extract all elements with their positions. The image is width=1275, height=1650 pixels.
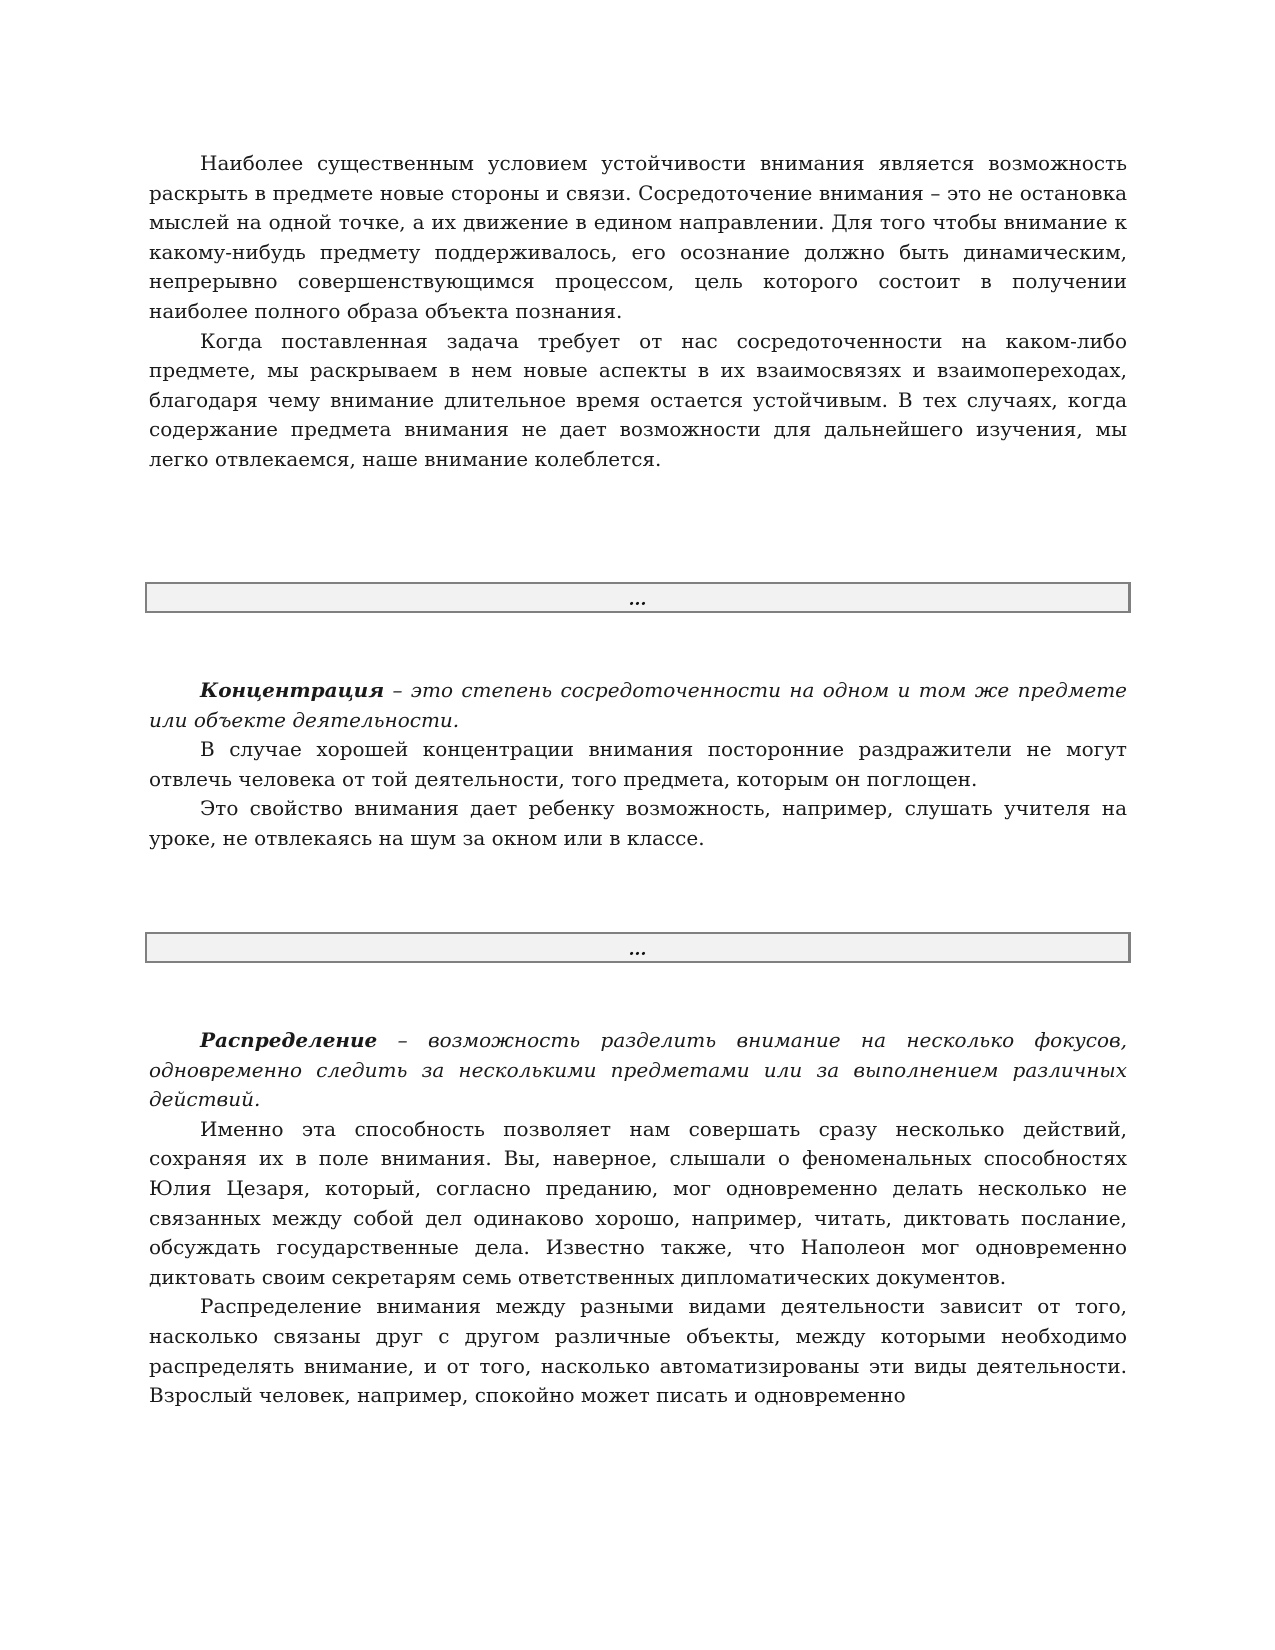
ellipsis-mark: ... bbox=[628, 590, 647, 610]
paragraph: Когда поставленная задача требует от нас сосредоточенности на каком-либо предмете, мы раскрываем в нем новые аспекты в их взаимосвязях и взаимопереходах, благодаря чему внимание длительное время остается устойчивым. В тех случаях, когда содержание предмета внимания не дает возможности для дальнейшего изучения, мы легко отвлекаемся, наше внимание колеблется. bbox=[149, 328, 1127, 471]
definition-dash: – bbox=[384, 678, 411, 702]
paragraph: Это свойство внимания дает ребенку возможность, например, слушать учителя на уроке, не отвлекаясь на шум за окном или в классе. bbox=[149, 796, 1127, 850]
term-concentration: Концентрация bbox=[200, 678, 385, 702]
paragraph: В случае хорошей концентрации внимания посторонние раздражители не могут отвлечь человека от той деятельности, того предмета, которым он поглощен. bbox=[149, 737, 1127, 791]
definition-paragraph bbox=[149, 676, 1127, 735]
definition-text: возможность разделить внимание на несколько фокусов, одновременно следить за несколькими предметами или за выполнением различных действий. bbox=[149, 1028, 1128, 1112]
section-concentration bbox=[149, 676, 1127, 854]
section-distribution bbox=[149, 1026, 1127, 1411]
paragraph: Наиболее существенным условием устойчивости внимания является возможность раскрыть в предмете новые стороны и связи. Сосредоточение внимания – это не остановка мыслей на одной точке, а их движение в едином направлении. Для того чтобы внимание к какому-нибудь предмету поддерживалось, его осознание должно быть динамическим, непрерывно совершенствующимся процессом, цель которого состоит в получении наиболее полного образа объекта познания. bbox=[149, 151, 1127, 323]
section-stability bbox=[149, 149, 1127, 475]
term-distribution: Распределение bbox=[200, 1028, 378, 1052]
definition-text: это степень сосредоточенности на одном и том же предмете или объекте деятельности. bbox=[149, 678, 1128, 732]
omission-box bbox=[145, 932, 1131, 963]
definition-dash: – bbox=[377, 1028, 428, 1052]
paragraph: Распределение внимания между разными видами деятельности зависит от того, насколько связаны друг с другом различные объекты, между которыми необходимо распределять внимание, и от того, насколько автоматизированы эти виды деятельности. Взрослый человек, например, спокойно может писать и одновременно bbox=[149, 1294, 1127, 1408]
definition-paragraph bbox=[149, 1026, 1127, 1115]
omission-box bbox=[145, 582, 1131, 613]
paragraph: Именно эта способность позволяет нам совершать сразу несколько действий, сохраняя их в поле внимания. Вы, наверное, слышали о феноменальных способностях Юлия Цезаря, который, согласно преданию, мог одновременно делать несколько не связанных между собой дел одинаково хорошо, например, читать, диктовать послание, обсуждать государственные дела. Известно также, что Наполеон мог одновременно диктовать своим секретарям семь ответственных дипломатических документов. bbox=[149, 1116, 1127, 1289]
ellipsis-mark: ... bbox=[628, 940, 647, 960]
